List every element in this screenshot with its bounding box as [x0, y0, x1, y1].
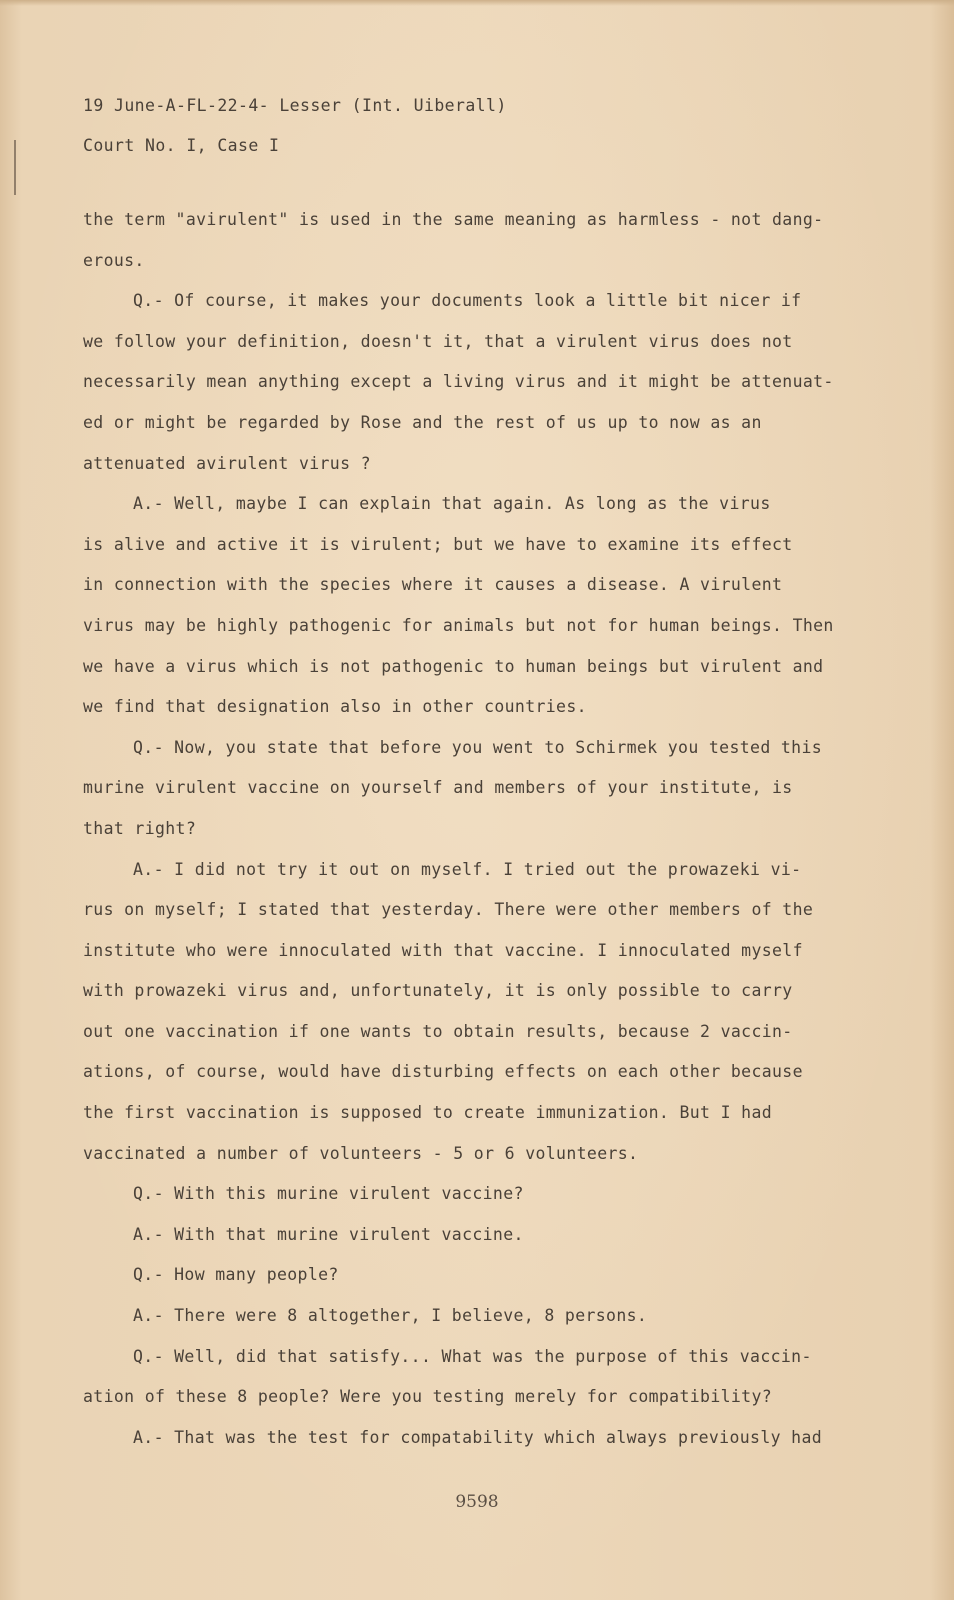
header-reference-line: 19 June-A-FL-22-4- Lesser (Int. Uiberall) [83, 96, 507, 115]
transcript-line: is alive and active it is virulent; but we have to examine its effect [83, 534, 793, 554]
transcript-line: murine virulent vaccine on yourself and members of your institute, is [83, 778, 793, 798]
transcript-line: Q.- How many people? [133, 1265, 339, 1285]
transcript-line: Q.- Well, did that satisfy... What was the purpose of this vaccin- [133, 1346, 812, 1366]
page-number: 9598 [455, 1492, 499, 1512]
transcript-line: ed or might be regarded by Rose and the rest of us up to now as an [83, 412, 762, 432]
transcript-line: we find that designation also in other countries. [83, 697, 587, 717]
transcript-line: out one vaccination if one wants to obtain results, because 2 vaccin- [83, 1021, 793, 1041]
transcript-line: A.- Well, maybe I can explain that again. As long as the virus [133, 494, 771, 514]
transcript-line: that right? [83, 818, 197, 838]
transcript-line: A.- I did not try it out on myself. I tried out the prowazeki vi- [133, 859, 802, 879]
transcript-line: Q.- Of course, it makes your documents look a little bit nicer if [133, 291, 802, 311]
transcript-line: A.- There were 8 altogether, I believe, 8 persons. [133, 1306, 648, 1326]
transcript-line: the first vaccination is supposed to create immunization. But I had [83, 1103, 773, 1123]
transcript-line: erous. [83, 250, 145, 270]
transcript-line: ations, of course, would have disturbing effects on each other because [83, 1062, 803, 1082]
transcript-line: in connection with the species where it causes a disease. A virulent [83, 575, 783, 595]
margin-mark [14, 140, 16, 195]
transcript-line: with prowazeki virus and, unfortunately, it is only possible to carry [83, 981, 793, 1001]
header-court-line: Court No. I, Case I [83, 136, 280, 155]
transcript-line: A.- That was the test for compatability which always previously had [133, 1427, 823, 1447]
transcript-line: attenuated avirulent virus ? [83, 453, 371, 473]
transcript-line: Q.- Now, you state that before you went to Schirmek you tested this [133, 737, 823, 757]
transcript-line: vaccinated a number of volunteers - 5 or 6 volunteers. [83, 1143, 639, 1163]
transcript-body [83, 200, 843, 1458]
paper-top-edge [0, 0, 954, 6]
transcript-line: necessarily mean anything except a living virus and it might be attenuat- [83, 372, 834, 392]
transcript-line: we follow your definition, doesn't it, that a virulent virus does not [83, 331, 793, 351]
transcript-line: A.- With that murine virulent vaccine. [133, 1224, 524, 1244]
transcript-line: we have a virus which is not pathogenic to human beings but virulent and [83, 656, 824, 676]
transcript-line: the term "avirulent" is used in the same meaning as harmless - not dang- [83, 210, 824, 229]
document-header [83, 86, 507, 166]
transcript-line: rus on myself; I stated that yesterday. There were other members of the [83, 900, 814, 920]
transcript-line: ation of these 8 people? Were you testing merely for compatibility? [83, 1387, 773, 1407]
transcript-line: virus may be highly pathogenic for animals but not for human beings. Then [83, 615, 834, 635]
transcript-line: institute who were innoculated with that vaccine. I innoculated myself [83, 940, 803, 960]
transcript-line: Q.- With this murine virulent vaccine? [133, 1184, 524, 1204]
